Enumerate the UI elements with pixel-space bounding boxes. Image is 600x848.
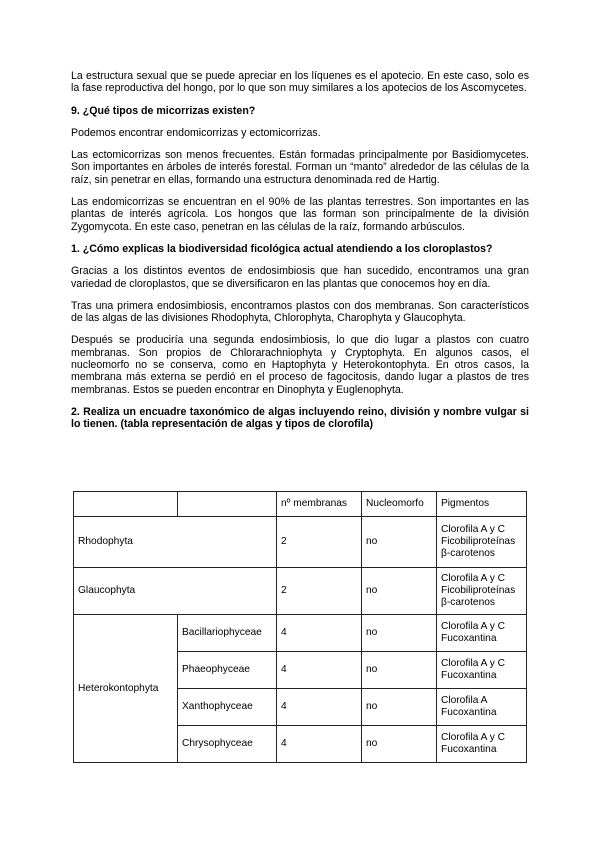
pigment: Fucoxantina (441, 744, 497, 755)
pigmentos-cell (437, 689, 527, 726)
table-row (74, 615, 527, 652)
paragraph-segunda-endosimbiosis: Después se produciría una segunda endosimbiosis, lo que dio lugar a plastos con cuatro membranas. Son propios de Chlorarachniophyta y Cryptophyta. En algunos casos, el nucleomorfo no se conserva, como en Haptophyta y Heterokontophyta. En otros casos, la membrana más externa se perdió en el proceso de fagocitosis, dando lugar a plastos de tres membranas. Estos se pueden encontrar en Dinophyta y Euglenophyta. (71, 334, 529, 396)
pigment: Clorofila A y C (441, 573, 505, 584)
membranas-cell: 2 (277, 517, 362, 568)
nucleomorfo-cell: no (362, 689, 437, 726)
paragraph-biodiversidad: Gracias a los distintos eventos de endosimbiosis que han sucedido, encontramos una gran variedad de cloroplastos, que se diversificaron en las plantas que conocemos hoy en día. (71, 265, 529, 290)
header-pigmentos: Pigmentos (437, 492, 527, 517)
header-membranas: nº membranas (277, 492, 362, 517)
class-cell: Phaeophyceae (178, 652, 277, 689)
pigment: Fucoxantina (441, 707, 497, 718)
pigment: Clorofila A y C (441, 658, 505, 669)
pigment: Clorofila A y C (441, 732, 505, 743)
division-cell: Heterokontophyta (74, 615, 178, 763)
algae-table (73, 491, 527, 763)
paragraph-primera-endosimbiosis: Tras una primera endosimbiosis, encontramos plastos con dos membranas. Son característicos de las algas de las divisiones Rhodophyta, Chlorophyta, Charophyta y Glaucophyta. (71, 299, 529, 325)
pigment: β-carotenos (441, 597, 495, 608)
nucleomorfo-cell: no (362, 615, 437, 652)
table-row (74, 517, 527, 568)
pigment: β-carotenos (441, 548, 495, 559)
paragraph-micorrizas-intro: Podemos encontrar endomicorrizas y ectomicorrizas. (71, 126, 321, 139)
class-cell: Chrysophyceae (178, 726, 277, 763)
nucleomorfo-cell: no (362, 568, 437, 615)
header-cell (74, 492, 178, 517)
membranas-cell: 4 (277, 652, 362, 689)
question-2-heading: 2. Realiza un encuadre taxonómico de algas incluyendo reino, división y nombre vulgar si lo tienen. (tabla representación de algas y tipos de clorofila) (71, 405, 529, 431)
paragraph-ectomicorrizas: Las ectomicorrizas son menos frecuentes. Están formadas principalmente por Basidiomycetes. Son importantes en árboles de interés forestal. Forman un “manto” alrededor de las células de la raíz, sin penetrar en ellas, formando una estructura denominada red de Hartig. (71, 149, 529, 186)
pigment: Ficobiliproteínas (441, 536, 516, 547)
pigment: Clorofila A y C (441, 524, 505, 535)
paragraph-apotecio: La estructura sexual que se puede apreciar en los líquenes es el apotecio. En este caso, solo es la fase reproductiva del hongo, por lo que son muy similares a los apotecios de los Ascomycetes. (71, 70, 529, 95)
membranas-cell: 4 (277, 689, 362, 726)
question-1-heading: 1. ¿Cómo explicas la biodiversidad ficológica actual atendiendo a los cloroplastos? (71, 242, 493, 255)
nucleomorfo-cell: no (362, 652, 437, 689)
division-cell: Glaucophyta (74, 568, 277, 615)
table-row (74, 568, 527, 615)
nucleomorfo-cell: no (362, 726, 437, 763)
paragraph-endomicorrizas: Las endomicorrizas se encuentran en el 90% de las plantas terrestres. Son importantes en las plantas de interés agrícola. Los hongos que las forman son principalmente de la división Zygomycota. En este caso, penetran en las células de la raíz, formando arbúsculos. (71, 196, 529, 233)
document-page (71, 70, 529, 431)
table-header-row (74, 492, 527, 517)
class-cell: Bacillariophyceae (178, 615, 277, 652)
membranas-cell: 2 (277, 568, 362, 615)
pigment: Clorofila A (441, 695, 488, 706)
pigment: Fucoxantina (441, 670, 497, 681)
pigmentos-cell (437, 568, 527, 615)
division-cell: Rhodophyta (74, 517, 277, 568)
header-nucleomorfo: Nucleomorfo (362, 492, 437, 517)
pigmentos-cell (437, 615, 527, 652)
pigment: Fucoxantina (441, 633, 497, 644)
question-9-heading: 9. ¿Qué tipos de micorrizas existen? (71, 104, 256, 117)
membranas-cell: 4 (277, 615, 362, 652)
pigment: Clorofila A y C (441, 621, 505, 632)
pigmentos-cell (437, 517, 527, 568)
pigmentos-cell (437, 726, 527, 763)
membranas-cell: 4 (277, 726, 362, 763)
header-cell (178, 492, 277, 517)
pigmentos-cell (437, 652, 527, 689)
class-cell: Xanthophyceae (178, 689, 277, 726)
pigment: Ficobiliproteínas (441, 585, 516, 596)
nucleomorfo-cell: no (362, 517, 437, 568)
